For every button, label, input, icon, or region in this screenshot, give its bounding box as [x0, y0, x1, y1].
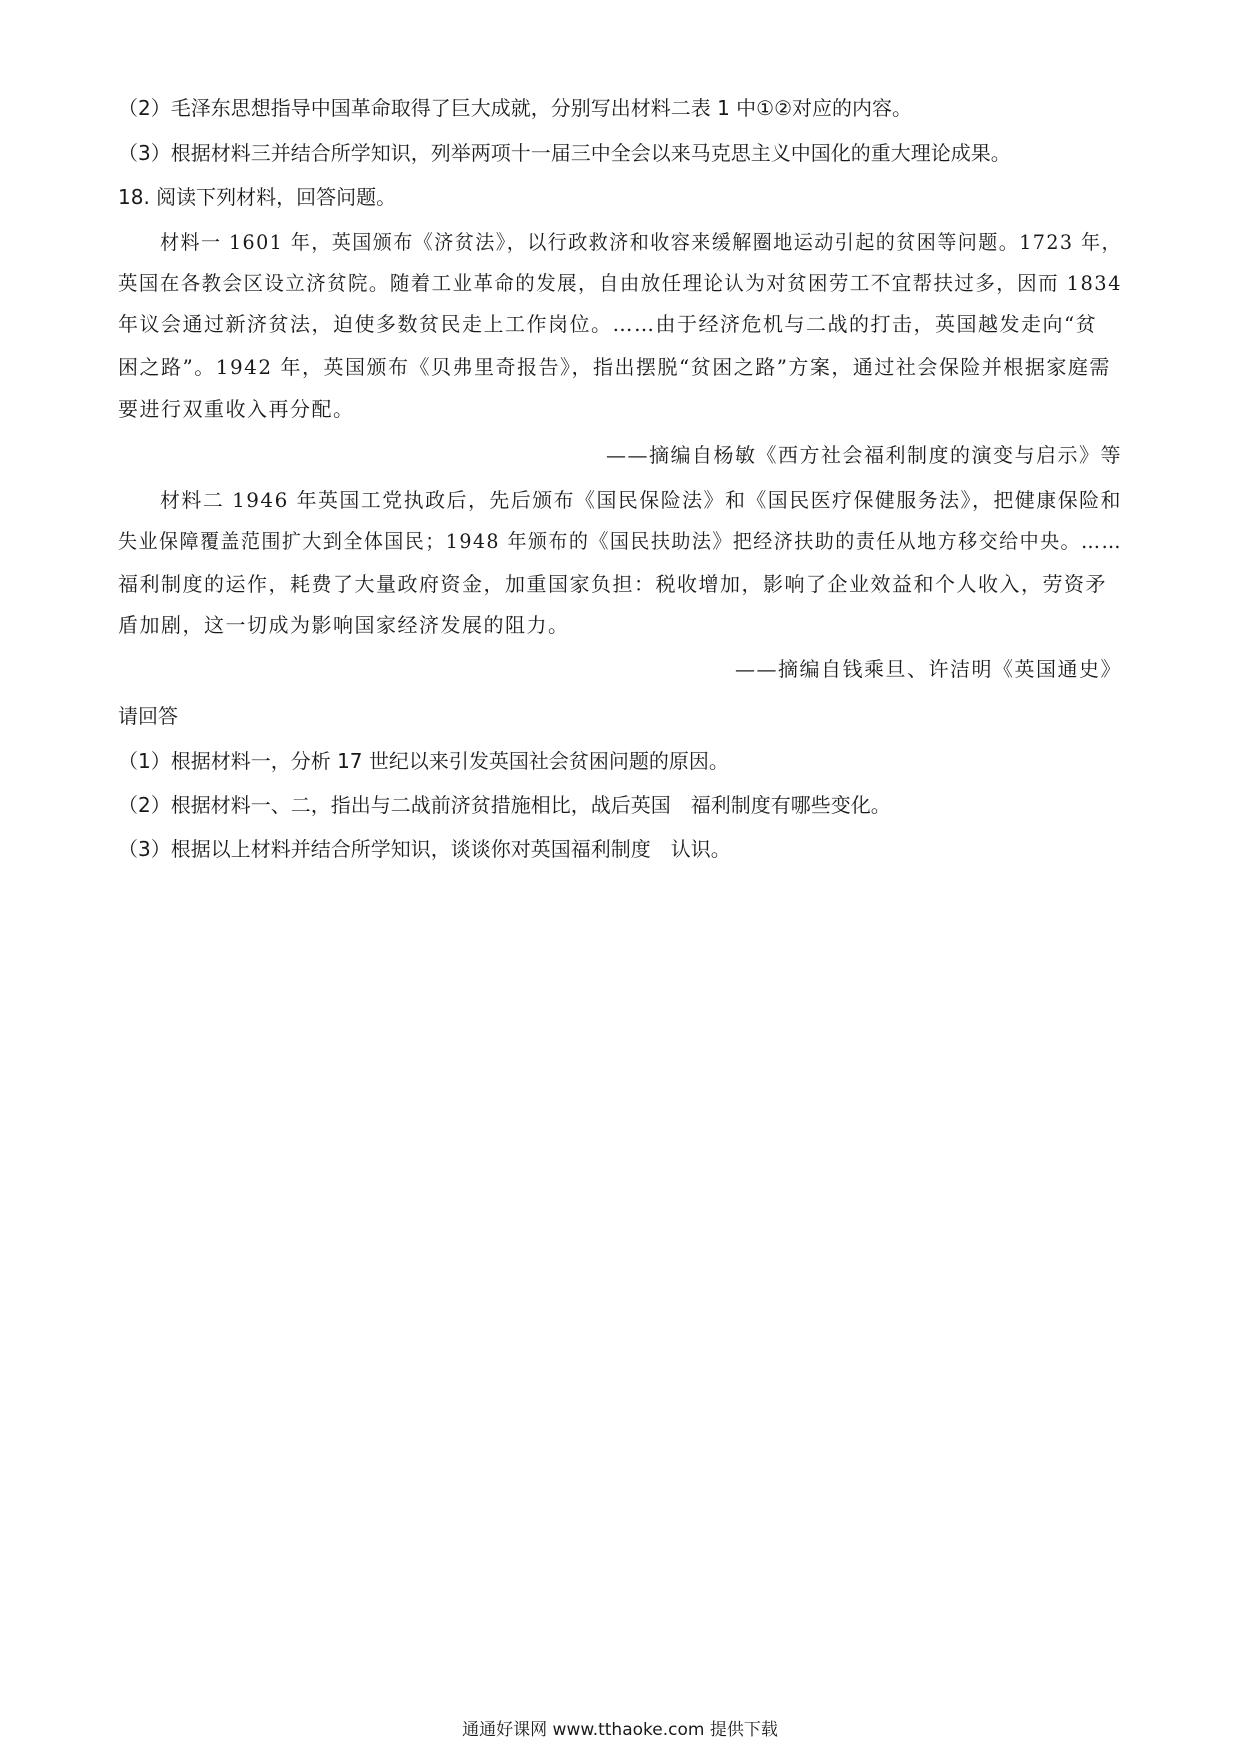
material-one-line: 困之路”。1942 年，英国颁布《贝弗里奇报告》，指出摆脱“贫困之路”方案，通过社会保险并根据家庭需 [118, 355, 1111, 379]
material-one-source: ——摘编自杨敏《西方社会福利制度的演变与启示》等 [606, 443, 1122, 467]
material-one-line: 年议会通过新济贫法，迫使多数贫民走上工作岗位。……由于经济危机与二战的打击，英国越发走向“贫 [118, 312, 1098, 336]
answer-prompt: 请回答 [118, 704, 178, 728]
question-17-part-2: （2）毛泽东思想指导中国革命取得了巨大成就，分别写出材料二表 1 中①②对应的内容。 [118, 96, 913, 120]
material-two-line: 福利制度的运作，耗费了大量政府资金，加重国家负担：税收增加，影响了企业效益和个人收入，劳资矛 [118, 572, 1107, 596]
sub-question: （1）根据材料一，分析 17 世纪以来引发英国社会贫困问题的原因。 [118, 749, 729, 773]
material-one-line: 要进行双重收入再分配。 [118, 397, 355, 421]
material-two-line: 盾加剧，这一切成为影响国家经济发展的阻力。 [118, 613, 570, 637]
question-17-part-3: （3）根据材料三并结合所学知识，列举两项十一届三中全会以来马克思主义中国化的重大理论成果。 [118, 141, 1011, 165]
material-one-line: 英国在各教会区设立济贫院。随着工业革命的发展，自由放任理论认为对贫困劳工不宜帮扶过多，因而 1834 [118, 271, 1122, 295]
material-two-line: 失业保障覆盖范围扩大到全体国民；1948 年颁布的《国民扶助法》把经济扶助的责任从地方移交给中央。…… [118, 529, 1123, 553]
sub-question: （2）根据材料一、二，指出与二战前济贫措施相比，战后英国 福利制度有哪些变化。 [118, 793, 891, 817]
question-18-heading: 18. 阅读下列材料，回答问题。 [118, 185, 397, 209]
sub-question: （3）根据以上材料并结合所学知识，谈谈你对英国福利制度 认识。 [118, 837, 731, 861]
footer-text: 通通好课网 www.tthaoke.com 提供下载 [462, 1720, 778, 1740]
material-two-source: ——摘编自钱乘旦、许洁明《英国通史》 [735, 657, 1122, 681]
material-one-line: 材料一 1601 年，英国颁布《济贫法》，以行政救济和收容来缓解圈地运动引起的贫困等问题。1723 年， [160, 230, 1122, 254]
material-two-line: 材料二 1946 年英国工党执政后，先后颁布《国民保险法》和《国民医疗保健服务法》，把健康保险和 [160, 488, 1122, 512]
